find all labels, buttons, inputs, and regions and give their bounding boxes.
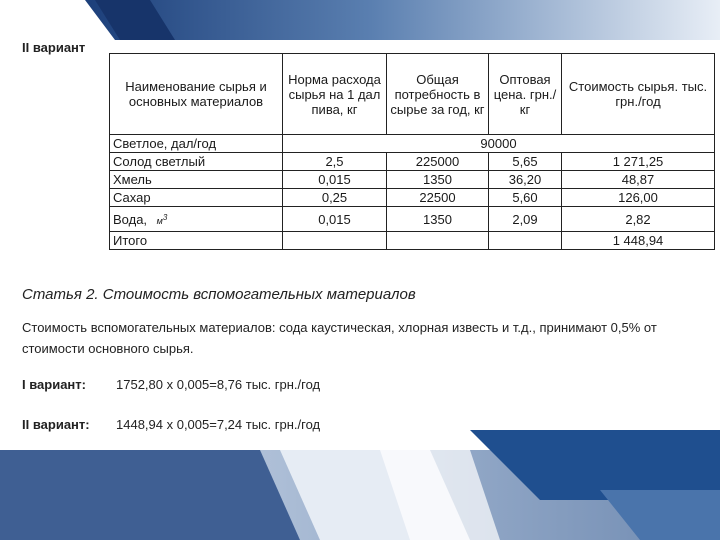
header-total-need: Общая потребность в сырье за год, кг <box>387 54 489 135</box>
calc-variant-2 <box>22 417 320 432</box>
header-raw-cost: Стоимость сырья. тыс. грн./год <box>562 54 715 135</box>
cell-empty <box>283 232 387 250</box>
table-row <box>110 189 715 207</box>
cell-empty <box>387 232 489 250</box>
cell-price: 5,65 <box>489 153 562 171</box>
cell-cost: 126,00 <box>562 189 715 207</box>
cell-name: Солод светлый <box>110 153 283 171</box>
calc-variant-2-text: 1448,94 x 0,005=7,24 тыс. грн./год <box>116 417 321 432</box>
header-material-name: Наименование сырья и основных материалов <box>110 54 283 135</box>
calc-variant-1-text: 1752,80 x 0,005=8,76 тыс. грн./год <box>116 377 321 392</box>
cell-cost: 48,87 <box>562 171 715 189</box>
cell-total-name: Итого <box>110 232 283 250</box>
cell-cost: 1 271,25 <box>562 153 715 171</box>
cell-total-cost: 1 448,94 <box>562 232 715 250</box>
cell-price: 36,20 <box>489 171 562 189</box>
water-unit: $м^3$ <box>156 212 168 226</box>
cell-total: 1350 <box>387 171 489 189</box>
top-banner-decoration <box>0 0 720 40</box>
description-paragraph: Стоимость вспомогательных материалов: сода каустическая, хлорная известь и т.д., принимают 0,5% от стоимости основного сырья. <box>22 320 657 356</box>
cell-beer-name: Светлое, дал/год <box>110 135 283 153</box>
cell-norm: 0,015 <box>283 207 387 232</box>
table-row <box>110 153 715 171</box>
section-title: Статья 2. Стоимость вспомогательных материалов <box>22 286 416 303</box>
cell-price: 5,60 <box>489 189 562 207</box>
table-header-row <box>110 54 715 135</box>
cell-empty <box>489 232 562 250</box>
table-row-beer <box>110 135 715 153</box>
cell-cost: 2,82 <box>562 207 715 232</box>
table-row-total <box>110 232 715 250</box>
table-row <box>110 171 715 189</box>
cell-norm: 0,015 <box>283 171 387 189</box>
cell-norm: 2,5 <box>283 153 387 171</box>
calc-variant-1-label: I вариант: <box>22 377 86 392</box>
header-norm: Норма расхода сырья на 1 дал пива, кг <box>283 54 387 135</box>
table-row-water <box>110 207 715 232</box>
calc-variant-2-label: II вариант: <box>22 417 90 432</box>
cell-price: 2,09 <box>489 207 562 232</box>
cell-total: 22500 <box>387 189 489 207</box>
cell-beer-volume: 90000 <box>283 135 715 153</box>
water-label: Вода, <box>113 211 148 227</box>
bottom-banner-decoration <box>0 430 720 540</box>
cell-name: Хмель <box>110 171 283 189</box>
raw-materials-table <box>109 53 714 250</box>
cell-name: Сахар <box>110 189 283 207</box>
cell-total: 225000 <box>387 153 489 171</box>
cell-water-name <box>110 207 283 232</box>
variant-heading: II вариант <box>22 40 86 55</box>
cell-norm: 0,25 <box>283 189 387 207</box>
calc-variant-1 <box>22 377 320 392</box>
cell-total: 1350 <box>387 207 489 232</box>
header-wholesale-price: Оптовая цена. грн./кг <box>489 54 562 135</box>
